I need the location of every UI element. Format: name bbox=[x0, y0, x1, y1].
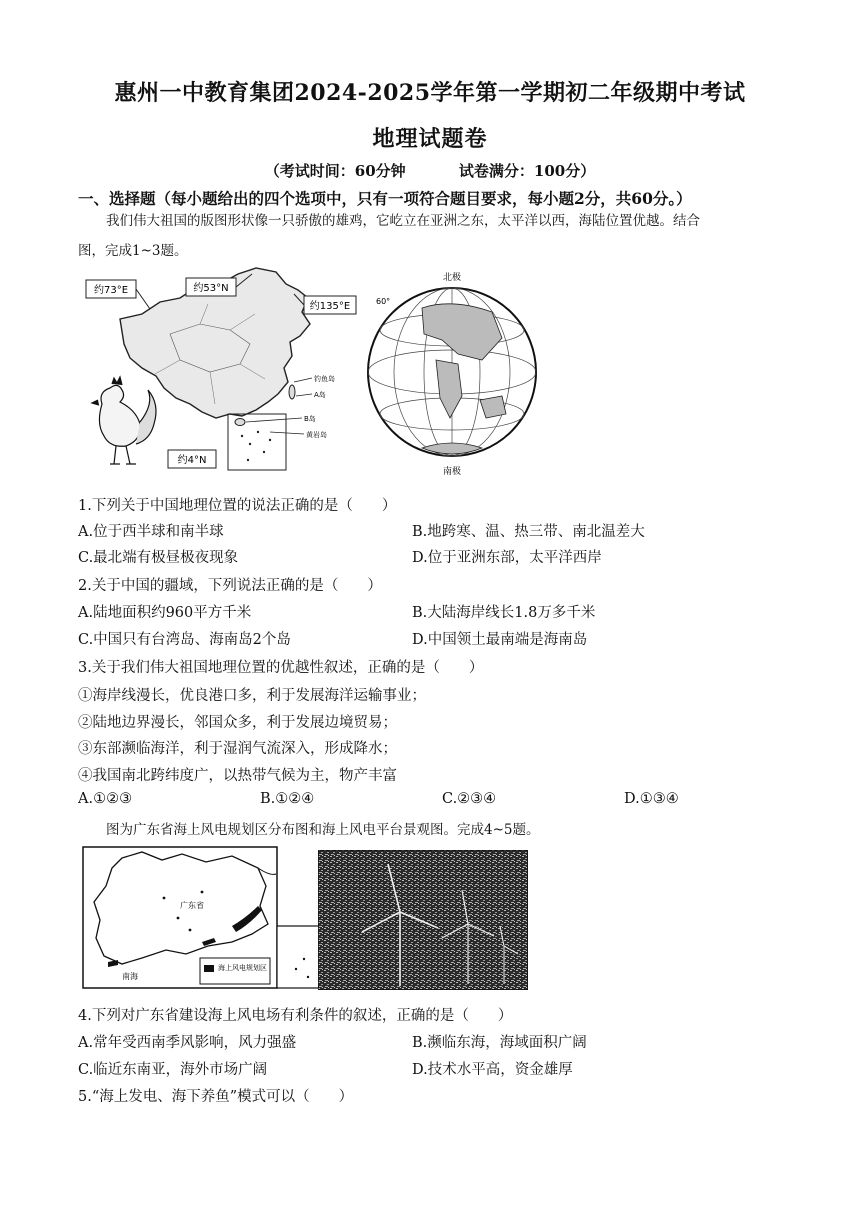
small-inset-figure bbox=[276, 925, 320, 989]
q2-option-c: C.中国只有台湾岛、海南岛2个岛 bbox=[78, 632, 291, 648]
wind-farm-photo bbox=[318, 850, 528, 990]
q3-option-d: D.①③④ bbox=[624, 791, 679, 807]
guangdong-map-figure bbox=[82, 846, 278, 989]
q1-option-d: D.位于亚洲东部，太平洋西岸 bbox=[412, 550, 602, 566]
diaoyu-label: 钓鱼岛 bbox=[314, 375, 335, 383]
q3-statement-1: ①海岸线漫长，优良港口多，利于发展海洋运输事业； bbox=[78, 688, 426, 704]
intro-text-a bbox=[78, 209, 778, 234]
q3-stem: 3.关于我们伟大祖国地理位置的优越性叙述，正确的是（ ） bbox=[78, 660, 484, 676]
b-island-label: B岛 bbox=[304, 415, 316, 423]
lat-south-label: 约4°N bbox=[177, 455, 207, 466]
china-map-figure bbox=[80, 264, 370, 474]
intro-line-1: 我们伟大祖国的版图形状像一只骄傲的雄鸡，它屹立在亚洲之东，太平洋以西，海陆位置优越。结合 bbox=[106, 213, 700, 229]
q4-option-b: B.濒临东海，海域面积广阔 bbox=[412, 1035, 587, 1051]
exam-score: 试卷满分：100分） bbox=[458, 162, 596, 180]
exam-time: （考试时间：60分钟 bbox=[264, 162, 406, 180]
q3-option-a: A.①②③ bbox=[78, 791, 133, 807]
q1-option-c: C.最北端有极昼极夜现象 bbox=[78, 550, 239, 566]
north-pole-label: 北极 bbox=[442, 273, 462, 283]
deg60-label: 60° bbox=[376, 297, 391, 306]
q3-option-b: B.①②④ bbox=[260, 791, 315, 807]
sea-label: 南海 bbox=[122, 972, 138, 981]
q1-stem: 1.下列关于中国地理位置的说法正确的是（ ） bbox=[78, 498, 397, 514]
q4-option-c: C.临近东南亚，海外市场广阔 bbox=[78, 1062, 268, 1078]
q4-option-d: D.技术水平高，资金雄厚 bbox=[412, 1062, 573, 1078]
guangdong-label: 广东省 bbox=[180, 901, 204, 910]
q3-statement-2: ②陆地边界漫长，邻国众多，利于发展边境贸易； bbox=[78, 715, 397, 731]
south-pole-label: 南极 bbox=[442, 467, 462, 477]
rooster-icon bbox=[92, 377, 156, 464]
intro-text-b: 图为广东省海上风电规划区分布图和海上风电平台景观图。完成4~5题。 bbox=[106, 822, 540, 838]
q4-stem: 4.下列对广东省建设海上风电场有利条件的叙述，正确的是（ ） bbox=[78, 1008, 513, 1024]
q4-option-a: A.常年受西南季风影响，风力强盛 bbox=[78, 1035, 297, 1051]
q3-option-c: C.②③④ bbox=[442, 791, 497, 807]
exam-subtitle: 地理试题卷 bbox=[372, 126, 488, 152]
lon-west-label: 约73°E bbox=[93, 285, 129, 296]
q2-option-d: D.中国领土最南端是海南岛 bbox=[412, 632, 588, 648]
lon-east-label: 约135°E bbox=[309, 301, 351, 312]
q1-option-b: B.地跨寒、温、热三带、南北温差大 bbox=[412, 524, 645, 540]
a-island-label: A岛 bbox=[314, 391, 326, 399]
exam-title: 惠州一中教育集团2024-2025学年第一学期初二年级期中考试 bbox=[114, 80, 746, 106]
intro-line-2: 图，完成1~3题。 bbox=[78, 243, 188, 259]
q3-statement-3: ③东部濒临海洋，利于湿润气流深入，形成降水； bbox=[78, 741, 397, 757]
legend-label: 海上风电规划区 bbox=[218, 964, 267, 972]
q5-stem: 5.“海上发电、海下养鱼”模式可以（ ） bbox=[78, 1089, 354, 1105]
q2-option-a: A.陆地面积约960平方千米 bbox=[78, 605, 252, 621]
q3-statement-4: ④我国南北跨纬度广，以热带气候为主，物产丰富 bbox=[78, 768, 397, 784]
q2-stem: 2.关于中国的疆域，下列说法正确的是（ ） bbox=[78, 578, 382, 594]
q2-option-b: B.大陆海岸线长1.8万多千米 bbox=[412, 605, 596, 621]
section-heading: 一、选择题（每小题给出的四个选项中，只有一项符合题目要求，每小题2分，共60分。） bbox=[78, 189, 692, 208]
lat-north-label: 约53°N bbox=[193, 283, 229, 294]
globe-figure bbox=[362, 268, 542, 478]
exam-meta bbox=[0, 160, 860, 181]
huangyan-label: 黄岩岛 bbox=[306, 431, 327, 439]
q1-option-a: A.位于西半球和南半球 bbox=[78, 524, 224, 540]
